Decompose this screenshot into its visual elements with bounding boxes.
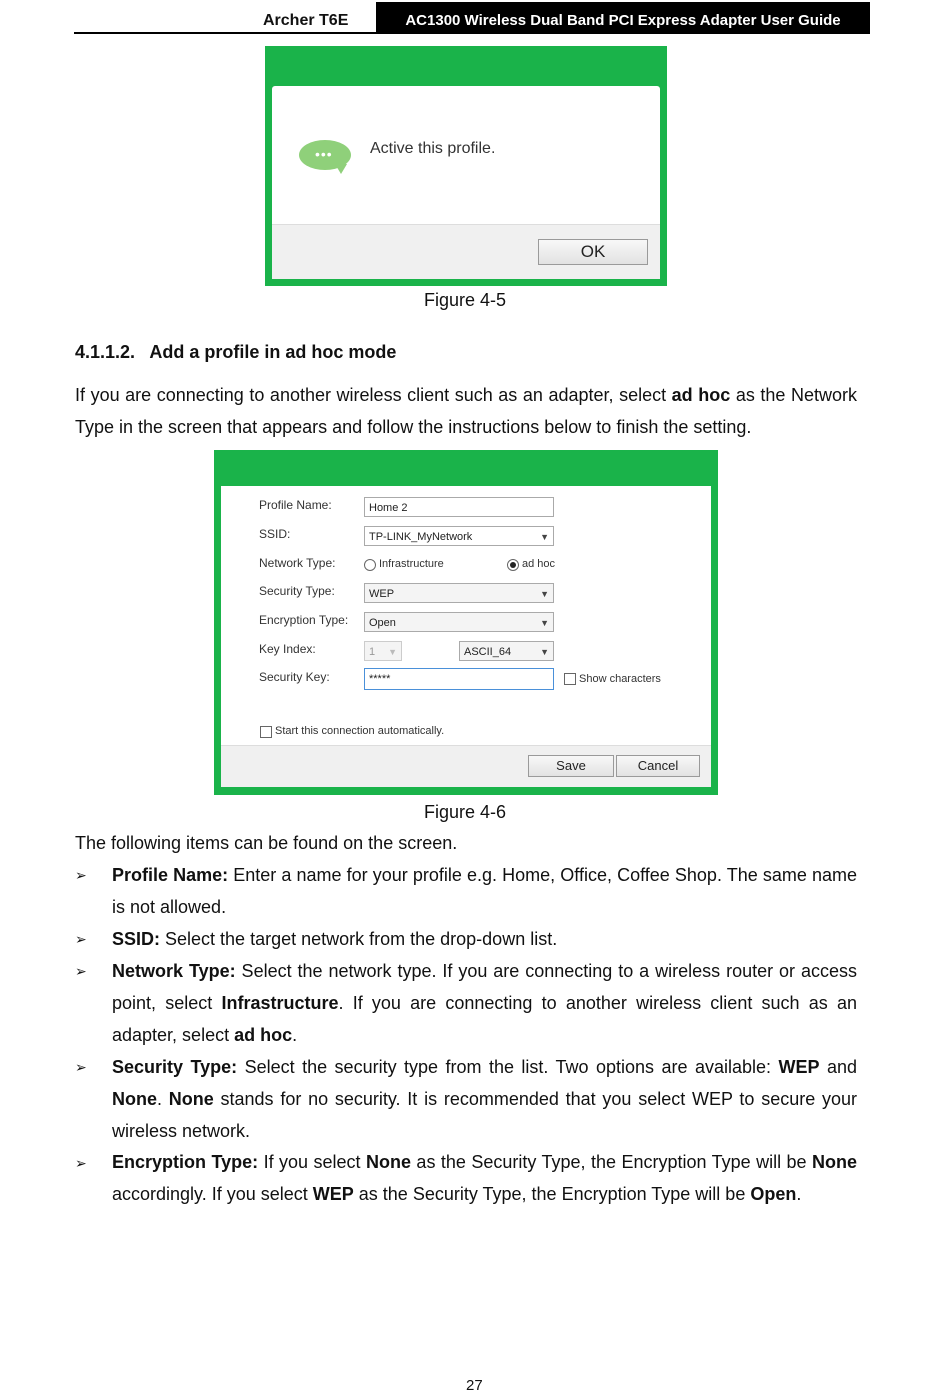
dialog-message: Active this profile. [370,140,496,157]
security-type-label: Security Type: [259,584,335,598]
key-index-label: Key Index: [259,642,316,656]
chevron-down-icon: ▼ [388,647,397,657]
profile-name-label: Profile Name: [259,498,332,512]
header-rule [74,32,870,34]
chevron-down-icon: ▼ [540,589,549,599]
start-auto-checkbox[interactable] [260,726,272,738]
page-number: 27 [466,1377,483,1394]
start-auto-label: Start this connection automatically. [275,725,445,737]
infrastructure-label: Infrastructure [379,558,444,570]
header-product-name: Archer T6E [263,12,349,29]
arrow-bullet-icon: ➢ [75,867,87,883]
chevron-down-icon: ▼ [540,532,549,542]
adhoc-radio[interactable] [507,559,519,571]
encryption-type-select[interactable]: Open ▼ [364,612,554,632]
list-item: Encryption Type: If you select None as the Security Type, the Encryption Type will be None accordingly. If you select WEP as the Security Type, the Encryption Type will be Open. [112,1152,857,1204]
chevron-down-icon: ▼ [540,618,549,628]
arrow-bullet-icon: ➢ [75,1059,87,1075]
security-key-input[interactable]: ***** [364,668,554,690]
arrow-bullet-icon: ➢ [75,1155,87,1171]
infrastructure-radio[interactable] [364,559,376,571]
lead-text: The following items can be found on the screen. [75,833,458,853]
speech-bubble-icon: ••• [299,140,351,170]
list-item: SSID: Select the target network from the drop-down list. [112,929,558,949]
list-item: Security Type: Select the security type from the list. Two options are available: WEP and None. None stands for no security. It is recommended that you select WEP to secure your wireless network. [112,1057,857,1141]
ssid-select[interactable]: TP-LINK_MyNetwork ▼ [364,526,554,546]
arrow-bullet-icon: ➢ [75,931,87,947]
ssid-label: SSID: [259,527,291,541]
cancel-button[interactable]: Cancel [616,755,700,777]
adhoc-label: ad hoc [522,558,556,570]
show-characters-label: Show characters [579,673,661,685]
show-characters-checkbox[interactable] [564,673,576,685]
list-item: Network Type: Select the network type. If you are connecting to a wireless router or access point, select Infrastructure. If you are connecting to another wireless client such as an adapter, select ad hoc. [112,961,857,1045]
profile-name-input[interactable]: Home 2 [364,497,554,517]
network-type-label: Network Type: [259,556,336,570]
encryption-type-label: Encryption Type: [259,613,349,627]
figure-caption: Figure 4-6 [424,802,507,822]
key-index-select[interactable]: 1 ▼ [364,641,402,661]
figure-caption: Figure 4-5 [424,290,507,310]
security-type-select[interactable]: WEP ▼ [364,583,554,603]
ok-button[interactable]: OK [538,239,648,265]
header-guide-title: AC1300 Wireless Dual Band PCI Express Adapter User Guide [376,2,870,34]
save-button[interactable]: Save [528,755,614,777]
security-key-label: Security Key: [259,670,330,684]
list-item: Profile Name: Enter a name for your profile e.g. Home, Office, Coffee Shop. The same name is not allowed. [112,865,858,917]
figure-profile-settings-dialog [214,450,718,795]
key-format-select[interactable]: ASCII_64 ▼ [459,641,554,661]
arrow-bullet-icon: ➢ [75,963,87,979]
intro-paragraph: If you are connecting to another wireless client such as an adapter, select ad hoc as the Network Type in the screen that appears and follow the instructions below to finish the setting. [75,385,857,437]
figure-active-profile-dialog [265,46,667,286]
section-heading: 4.1.1.2. Add a profile in ad hoc mode [75,342,397,362]
chevron-down-icon: ▼ [540,647,549,657]
